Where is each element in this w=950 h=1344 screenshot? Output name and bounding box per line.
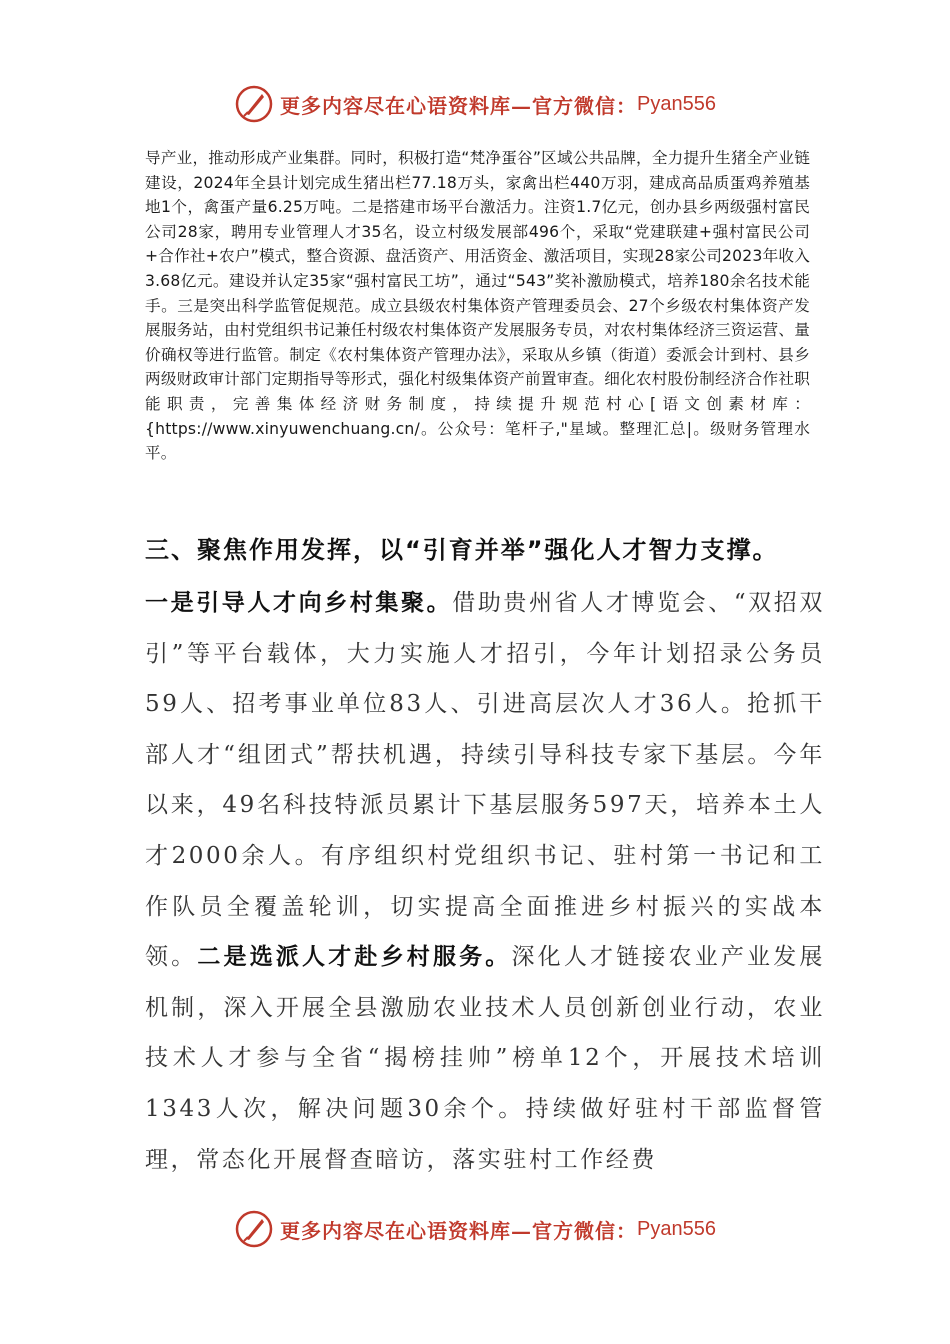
small-paragraph-block [145,146,810,466]
watermark-bottom [0,1207,950,1251]
section-heading: 三、聚焦作用发挥，以“引育并举”强化人才智力支撑。 [145,536,779,564]
watermark-text: 更多内容尽在心语资料库—官方微信： [280,93,638,118]
watermark-id: Pyan556 [637,92,716,115]
quill-logo-icon [234,84,274,124]
body-text-1: 借助贵州省人才博览会、“双招双引”等平台载体，大力实施人才招引，今年计划招录公务员59人、招考事业单位83人、引进高层次人才36人。抢抓干部人才“组团式”帮扶机遇，持续引导科技专家下基层。今年以来，49名科技特派员累计下基层服务597天，培养本土人才2000余人。有序组织村党组织书记、驻村第一书记和工作队员全覆盖轮训，切实提高全面推进乡村振兴的实战本领。 [145,590,825,971]
watermark-top [0,82,950,126]
body-paragraph [145,578,825,1185]
watermark-id: Pyan556 [637,1217,716,1240]
bold-lead-1: 一是引导人才向乡村集聚。 [145,590,453,616]
watermark-text: 更多内容尽在心语资料库—官方微信： [280,1218,638,1243]
bold-lead-2: 二是选派人才赴乡村服务。 [197,944,512,971]
quill-logo-icon [234,1209,274,1249]
small-paragraph: 导产业，推动形成产业集群。同时，积极打造“梵净蛋谷”区域公共品牌，全力提升生猪全产业链建设，2024年全县计划完成生猪出栏77.18万头，家禽出栏440万羽，建成高品质蛋鸡养殖基地1个，禽蛋产量6.25万吨。二是搭建市场平台激活力。注资1.7亿元，创办县乡两级强村富民公司28家，聘用专业管理人才35名，设立村级发展部496个，采取“党建联建+强村富民公司+合作社+农户”模式，整合资源、盘活资产、用活资金、激活项目，实现28家公司2023年收入3.68亿元。建设并认定35家“强村富民工坊”，通过“543”奖补激励模式，培养180余名技术能手。三是突出科学监管促规范。成立县级农村集体资产管理委员会、27个乡级农村集体资产发展服务站，由村党组织书记兼任村级农村集体资产发展服务专员，对农村集体经济三资运营、量价确权等进行监管。制定《农村集体资产管理办法》，采取从乡镇（街道）委派会计到村、县乡两级财政审计部门定期指导等形式，强化村级集体资产前置审查。细化农村股份制经济合作社职能职责，完善集体经济财务制度，持续提升规范村心[语文创素材库：{https://www.xinyuwenchuang.cn/。公众号：笔杆子,"星域。整理汇总|。级财务管理水平。 [145,149,810,463]
body-text-2: 深化人才链接农业产业发展机制，深入开展全县激励农业技术人员创新创业行动，农业技术人才参与全省“揭榜挂帅”榜单12个，开展技术培训1343人次，解决问题30余个。持续做好驻村干部监督管理，常态化开展督查暗访，落实驻村工作经费 [145,944,826,1173]
